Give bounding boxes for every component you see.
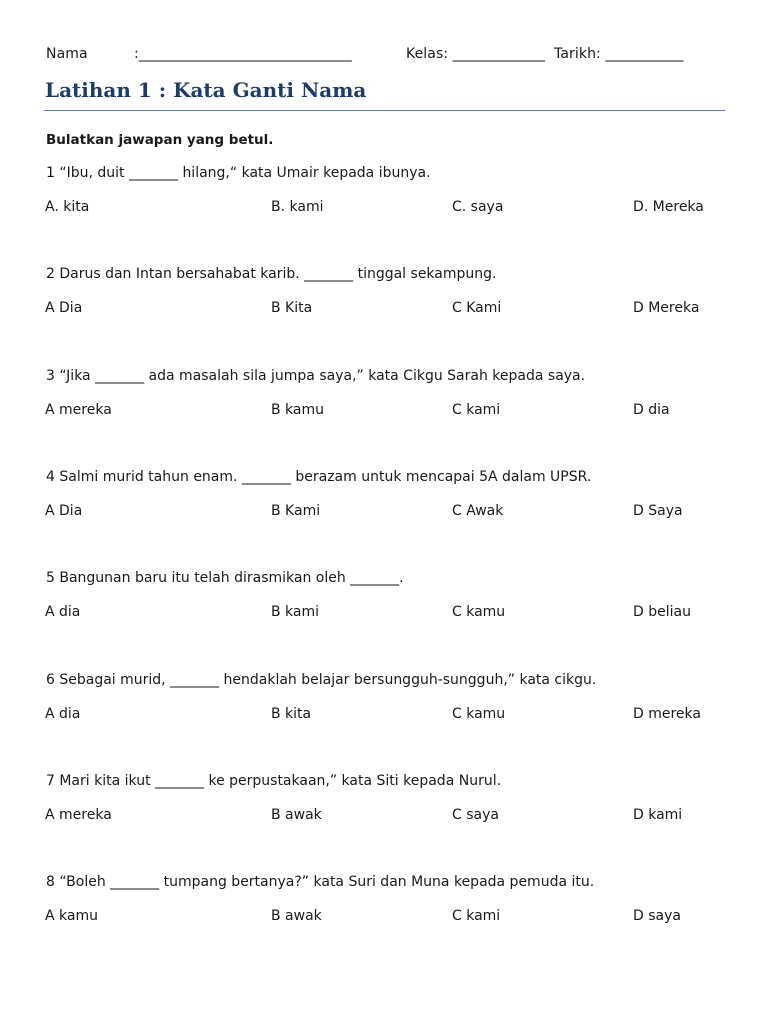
option-a[interactable]: A dia [45,706,81,722]
question-8: 8 “Boleh _______ tumpang bertanya?” kata Suri dan Muna kepada pemuda itu. [46,874,595,890]
question-2: 2 Darus dan Intan bersahabat karib. _______ tinggal sekampung. [46,266,497,282]
option-c[interactable]: C Kami [452,300,502,316]
option-a[interactable]: A dia [45,604,81,620]
question-5: 5 Bangunan baru itu telah dirasmikan oleh _______. [46,570,404,586]
option-c[interactable]: C saya [452,807,499,823]
nama-blank: :______________________________ [134,46,352,62]
option-c[interactable]: C kami [452,402,501,418]
option-c[interactable]: C Awak [452,503,504,519]
option-d[interactable]: D mereka [633,706,701,722]
question-1: 1 “Ibu, duit _______ hilang,“ kata Umair kepada ibunya. [46,165,431,181]
option-d[interactable]: D Saya [633,503,683,519]
options-8 [0,908,768,928]
option-b[interactable]: B awak [271,908,322,924]
option-c[interactable]: C kamu [452,604,506,620]
option-b[interactable]: B awak [271,807,322,823]
question-3: 3 “Jika _______ ada masalah sila jumpa saya,” kata Cikgu Sarah kepada saya. [46,368,586,384]
option-d[interactable]: D beliau [633,604,691,620]
option-b[interactable]: B. kami [271,199,324,215]
kelas-field: Kelas: _____________ [406,46,546,62]
options-3 [0,402,768,422]
nama-label: Nama [46,46,88,62]
option-d[interactable]: D. Mereka [633,199,704,215]
option-c[interactable]: C kamu [452,706,506,722]
options-1 [0,199,768,219]
question-6: 6 Sebagai murid, _______ hendaklah belajar bersungguh-sungguh,” kata cikgu. [46,672,597,688]
options-5 [0,604,768,624]
question-4: 4 Salmi murid tahun enam. _______ berazam untuk mencapai 5A dalam UPSR. [46,469,592,485]
question-7: 7 Mari kita ikut _______ ke perpustakaan,” kata Siti kepada Nurul. [46,773,502,789]
instruction-text: Bulatkan jawapan yang betul. [46,132,274,148]
option-c[interactable]: C. saya [452,199,504,215]
option-b[interactable]: B kita [271,706,312,722]
option-b[interactable]: B Kami [271,503,321,519]
option-b[interactable]: B Kita [271,300,313,316]
options-2 [0,300,768,320]
page-title: Latihan 1 : Kata Ganti Nama [45,78,367,102]
option-d[interactable]: D Mereka [633,300,700,316]
option-c[interactable]: C kami [452,908,501,924]
option-d[interactable]: D dia [633,402,670,418]
option-b[interactable]: B kamu [271,402,325,418]
options-4 [0,503,768,523]
option-d[interactable]: D kami [633,807,683,823]
option-a[interactable]: A Dia [45,503,83,519]
option-a[interactable]: A mereka [45,402,112,418]
option-a[interactable]: A. kita [45,199,90,215]
title-divider [44,110,725,111]
option-b[interactable]: B kami [271,604,320,620]
options-7 [0,807,768,827]
student-info-row [46,46,728,66]
option-d[interactable]: D saya [633,908,681,924]
option-a[interactable]: A Dia [45,300,83,316]
tarikh-field: Tarikh: ___________ [554,46,684,62]
option-a[interactable]: A mereka [45,807,112,823]
options-6 [0,706,768,726]
option-a[interactable]: A kamu [45,908,98,924]
